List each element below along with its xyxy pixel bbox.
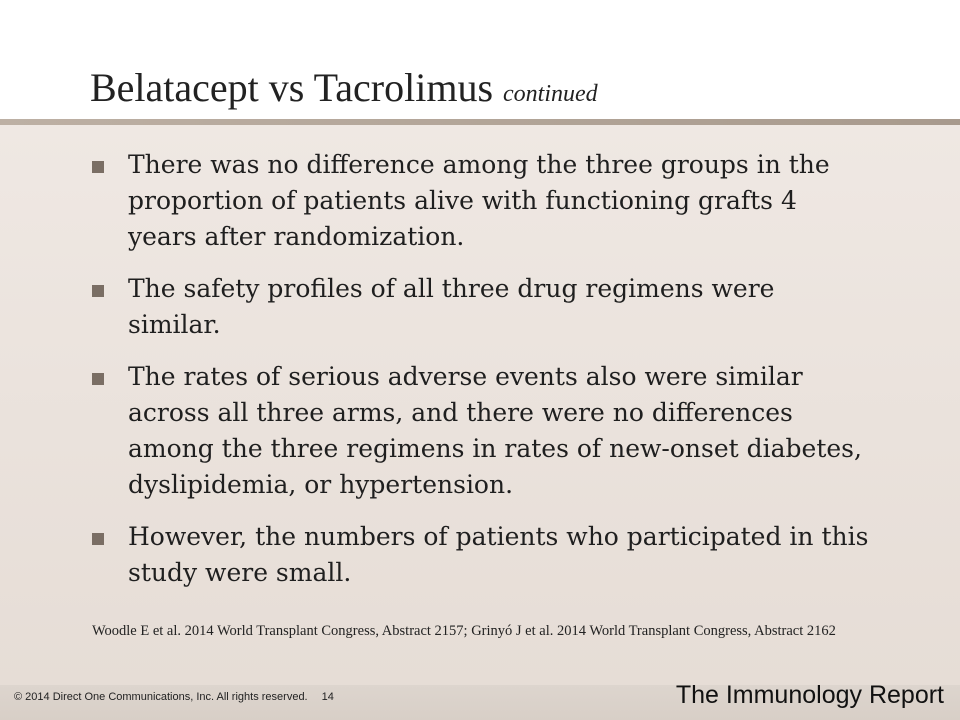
copyright-text: © 2014 Direct One Communications, Inc. All rights reserved.: [14, 691, 308, 703]
square-bullet-icon: [92, 285, 104, 297]
slide-subtitle: continued: [503, 81, 598, 107]
footer: [0, 681, 960, 720]
square-bullet-icon: [92, 533, 104, 545]
slide-title: [90, 64, 598, 118]
page-number: 14: [321, 691, 334, 703]
brand-logo-text: The Immunology Report: [675, 681, 944, 709]
square-bullet-icon: [92, 373, 104, 385]
bullet-item: [92, 519, 872, 591]
reference-citation: Woodle E et al. 2014 World Transplant Congress, Abstract 2157; Grinyó J et al. 2014 World Transplant Congress, Abstract 2162: [92, 623, 836, 639]
content-area: [0, 125, 960, 685]
bullet-text: The safety profiles of all three drug regimens were similar.: [128, 274, 775, 339]
slide-title-text: Belatacept vs Tacrolimus: [90, 65, 494, 110]
bullet-item: [92, 147, 872, 255]
bullet-text: The rates of serious adverse events also were similar across all three arms, and there were no differences among the three regimens in rates of new-onset diabetes, dyslipidemia, or hypertension.: [128, 362, 862, 499]
bullet-item: [92, 271, 872, 343]
bullet-item: [92, 359, 872, 503]
square-bullet-icon: [92, 161, 104, 173]
title-area: [0, 0, 960, 122]
bullet-list: [92, 147, 872, 607]
bullet-text: There was no difference among the three groups in the proportion of patients alive with functioning grafts 4 years after randomization.: [128, 150, 830, 251]
bullet-text: However, the numbers of patients who participated in this study were small.: [128, 522, 869, 587]
copyright-notice: [14, 691, 334, 703]
